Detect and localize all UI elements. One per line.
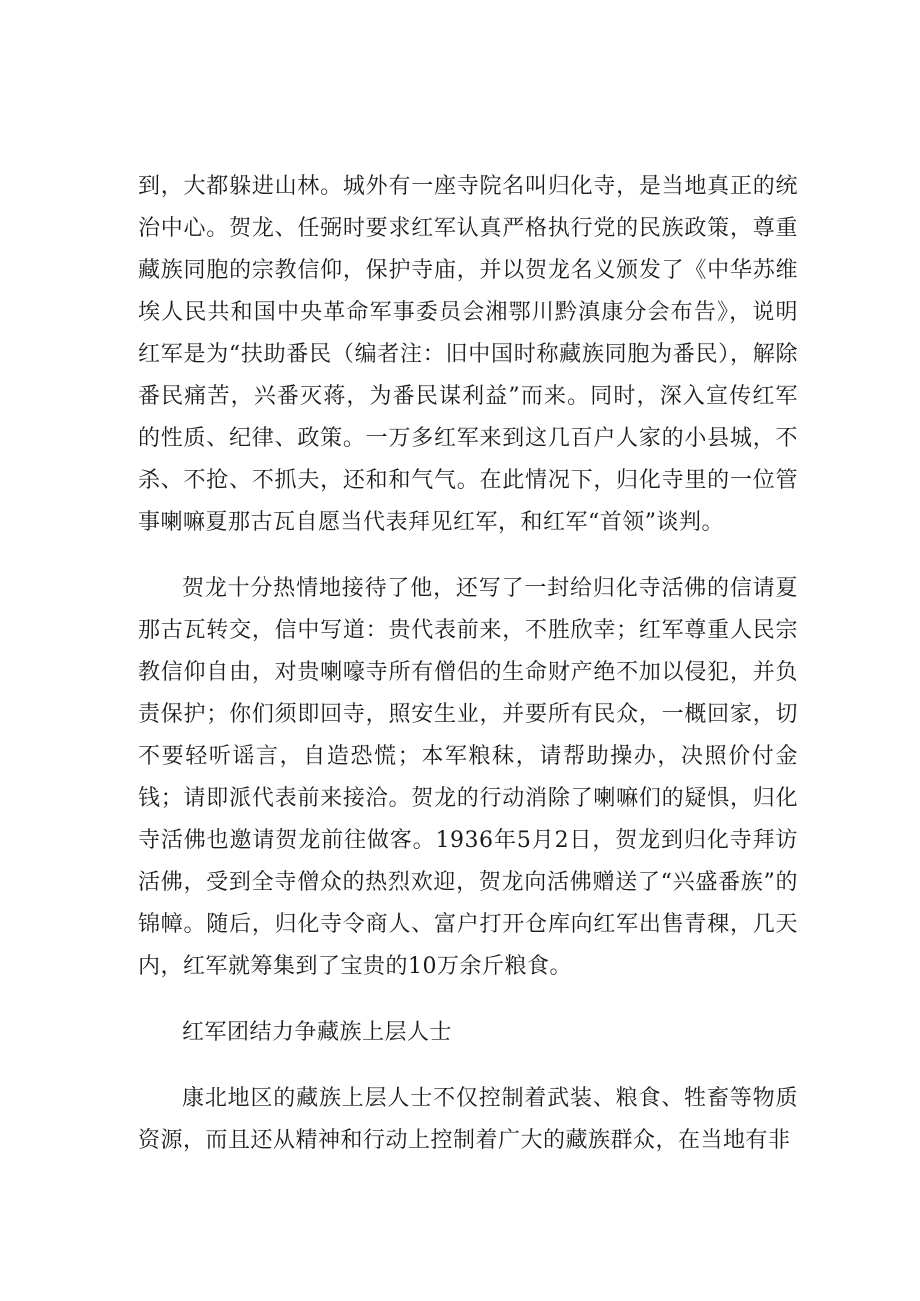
paragraph-continued: 到，大都躲进山林。城外有一座寺院名叫归化寺，是当地真正的统治中心。贺龙、任弼时要求红军认真严格执行党的民族政策，尊重藏族同胞的宗教信仰，保护寺庙，并以贺龙名义颁发了《中华苏维埃人民共和国中央革命军事委员会湘鄂川黔滇康分会布告》，说明红军是为“扶助番民（编者注：旧中国时称藏族同胞为番民），解除番民痛苦，兴番灭蒋，为番民谋利益”而来。同时，深入宣传红军的性质、纪律、政策。一万多红军来到这几百户人家的小县城，不杀、不抢、不抓夫，还和和气气。在此情况下，归化寺里的一位管事喇嘛夏那古瓦自愿当代表拜见红军，和红军“首领”谈判。 [138, 174, 798, 535]
article-body [138, 166, 798, 1162]
paragraph-he-long-letter: 贺龙十分热情地接待了他，还写了一封给归化寺活佛的信请夏那古瓦转交，信中写道：贵代表前来，不胜欣幸；红军尊重人民宗教信仰自由，对贵喇嚎寺所有僧侣的生命财产绝不加以侵犯，并负责保护；你们须即回寺，照安生业，并要所有民众，一概回家，切不要轻听谣言，自造恐慌；本军粮秣，请帮助操办，决照价付金钱；请即派代表前来接洽。贺龙的行动消除了喇嘛们的疑惧，归化寺活佛也邀请贺龙前往做客。1936年5月2日，贺龙到归化寺拜访活佛，受到全寺僧众的热烈欢迎，贺龙向活佛赠送了“兴盛番族”的锦幛。随后，归化寺令商人、富户打开仓库向红军出售青稞，几天内，红军就筹集到了宝贵的10万余斤粮食。 [138, 576, 798, 979]
paragraph-tibetan-leaders: 康北地区的藏族上层人士不仅控制着武装、粮食、牲畜等物质资源，而且还从精神和行动上控制着广大的藏族群众，在当地有非 [138, 1086, 798, 1153]
section-heading: 红军团结力争藏族上层人士 [182, 1020, 453, 1045]
